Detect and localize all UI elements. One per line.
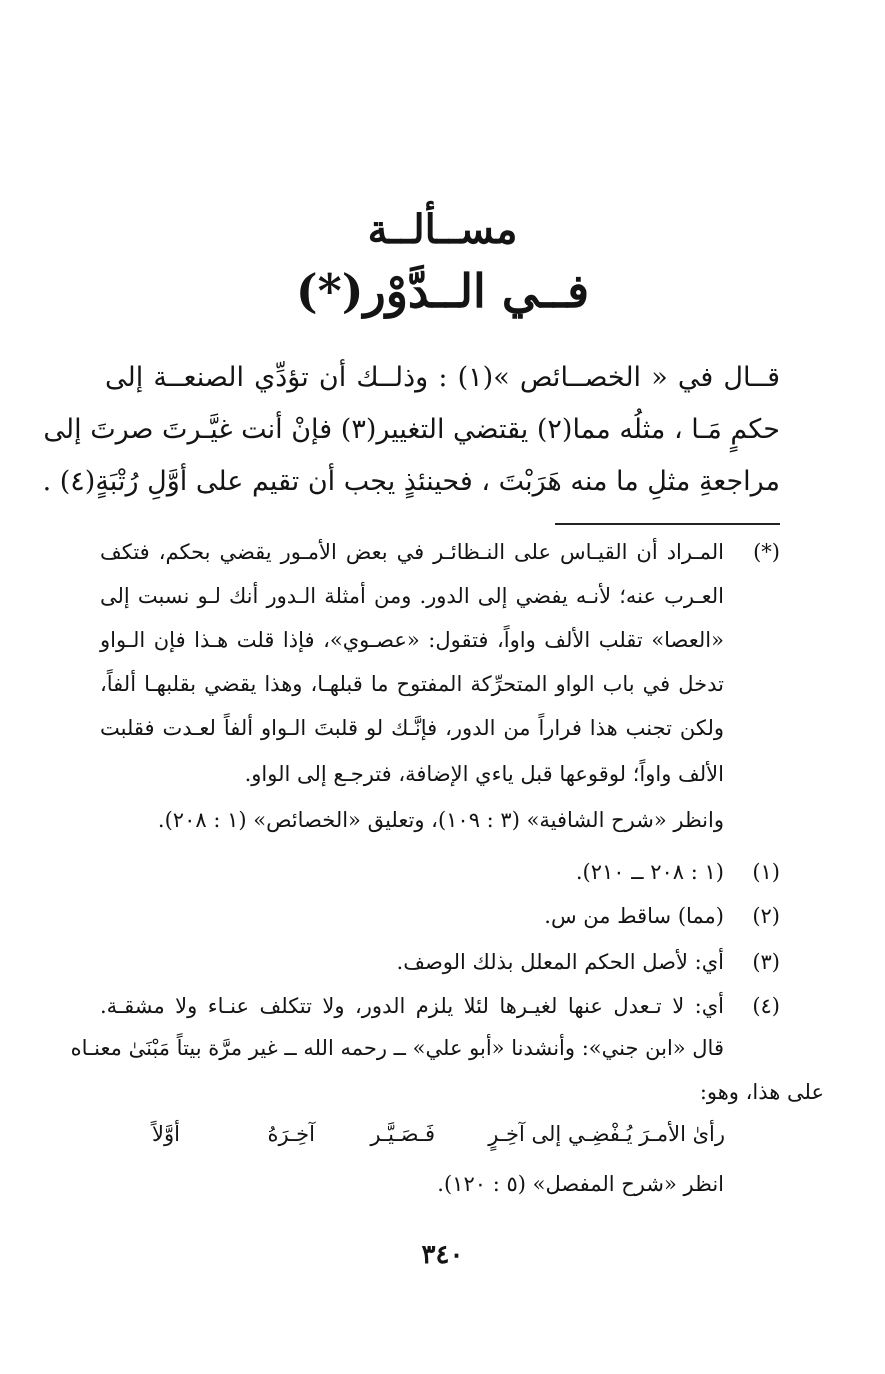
footnote-text: ولكن تجنب هذا فراراً من الدور، فإنَّـك لو قلبتَ الـواو ألفاً لعـدت فقلبت xyxy=(100,716,724,740)
footnote-text: الألف واواً؛ لوقوعها قبل ياءي الإضافة، فترجـع إلى الواو. xyxy=(244,762,724,786)
footnote-text: أي: لا تـعدل عنها لغيـرها لئلا يلزم الدور، ولا تتكلف عنـاء ولا مشقـة. xyxy=(100,994,724,1018)
body-line: حكمٍ مَـا ، مثلُه مما(٢) يقتضي التغيير(٣) فإنْ أنت غيَّـرتَ صرتَ إلى xyxy=(43,414,780,445)
body-line: مراجعةِ مثلِ ما منه هَرَبْتَ ، فحينئذٍ يجب أن تقيم على أوَّلِ رُتْبَةٍ(٤) . xyxy=(42,466,780,497)
footnote-text: أي: لأصل الحكم المعلل بذلك الوصف. xyxy=(396,950,724,974)
footnote-text: تدخل في باب الواو المتحرِّكة المفتوح ما قبلهـا، وهذا يقضي بقلبهـا ألفاً، xyxy=(100,672,724,696)
footnote-text: المـراد أن القيـاس على النـظائـر في بعض الأمـور يقضي بحكم، فتكف xyxy=(100,540,724,564)
footnote-text: «العصا» تقلب الألف واواً، فتقول: «عصـوي»، فإذا قلت هـذا فإن الـواو xyxy=(100,628,724,652)
page-number: ٣٤٠ xyxy=(421,1240,464,1270)
poetry-verse xyxy=(140,1112,725,1156)
footnote-text: وانظر «شرح الشافية» (٣ : ١٠٩)، وتعليق «الخصائص» (١ : ٢٠٨). xyxy=(157,808,724,832)
footnote-text: (١ : ٢٠٨ ــ ٢١٠). xyxy=(575,860,724,884)
verse-hemistich: رأىٰ الأمـرَ يُـفْضِـي إلى آخِـرٍ xyxy=(488,1122,725,1146)
footnote-text: (مما) ساقط من س. xyxy=(544,904,724,928)
footnote-separator xyxy=(555,523,780,525)
footnote-marker: (٣) xyxy=(752,950,780,974)
footnote-text: العـرب عنه؛ لأنـه يفضي إلى الدور. ومن أمثلة الـدور أنك لـو نسبت إلى xyxy=(100,584,724,608)
verse-hemistich: فَـصَـيَّـر xyxy=(370,1122,435,1146)
footnote-marker: (٢) xyxy=(752,904,780,928)
section-subheading: فــي الــدَّوْر(*) xyxy=(295,264,590,318)
verse-source: انظر «شرح المفصل» (٥ : ١٢٠). xyxy=(437,1172,724,1196)
footnote-marker: (٤) xyxy=(752,994,780,1018)
section-heading: مســألــة xyxy=(367,206,518,253)
footnote-marker: (*) xyxy=(753,540,780,564)
footnote-marker: (١) xyxy=(752,860,780,884)
footnote-text: قال «ابن جني»: وأنشدنا «أبو علي» ــ رحمه الله ــ غير مرَّة بيتاً مَبْنَىٰ معنـاه xyxy=(70,1036,724,1060)
verse-hemistich: آخِـرَهُ xyxy=(267,1122,315,1146)
verse-hemistich: أوَّلاً xyxy=(152,1122,180,1146)
footnote-text: على هذا، وهو: xyxy=(699,1080,824,1104)
body-line: قــال في « الخصــائص »(١) : وذلــك أن تؤدِّي الصنعــة إلى xyxy=(105,362,780,393)
